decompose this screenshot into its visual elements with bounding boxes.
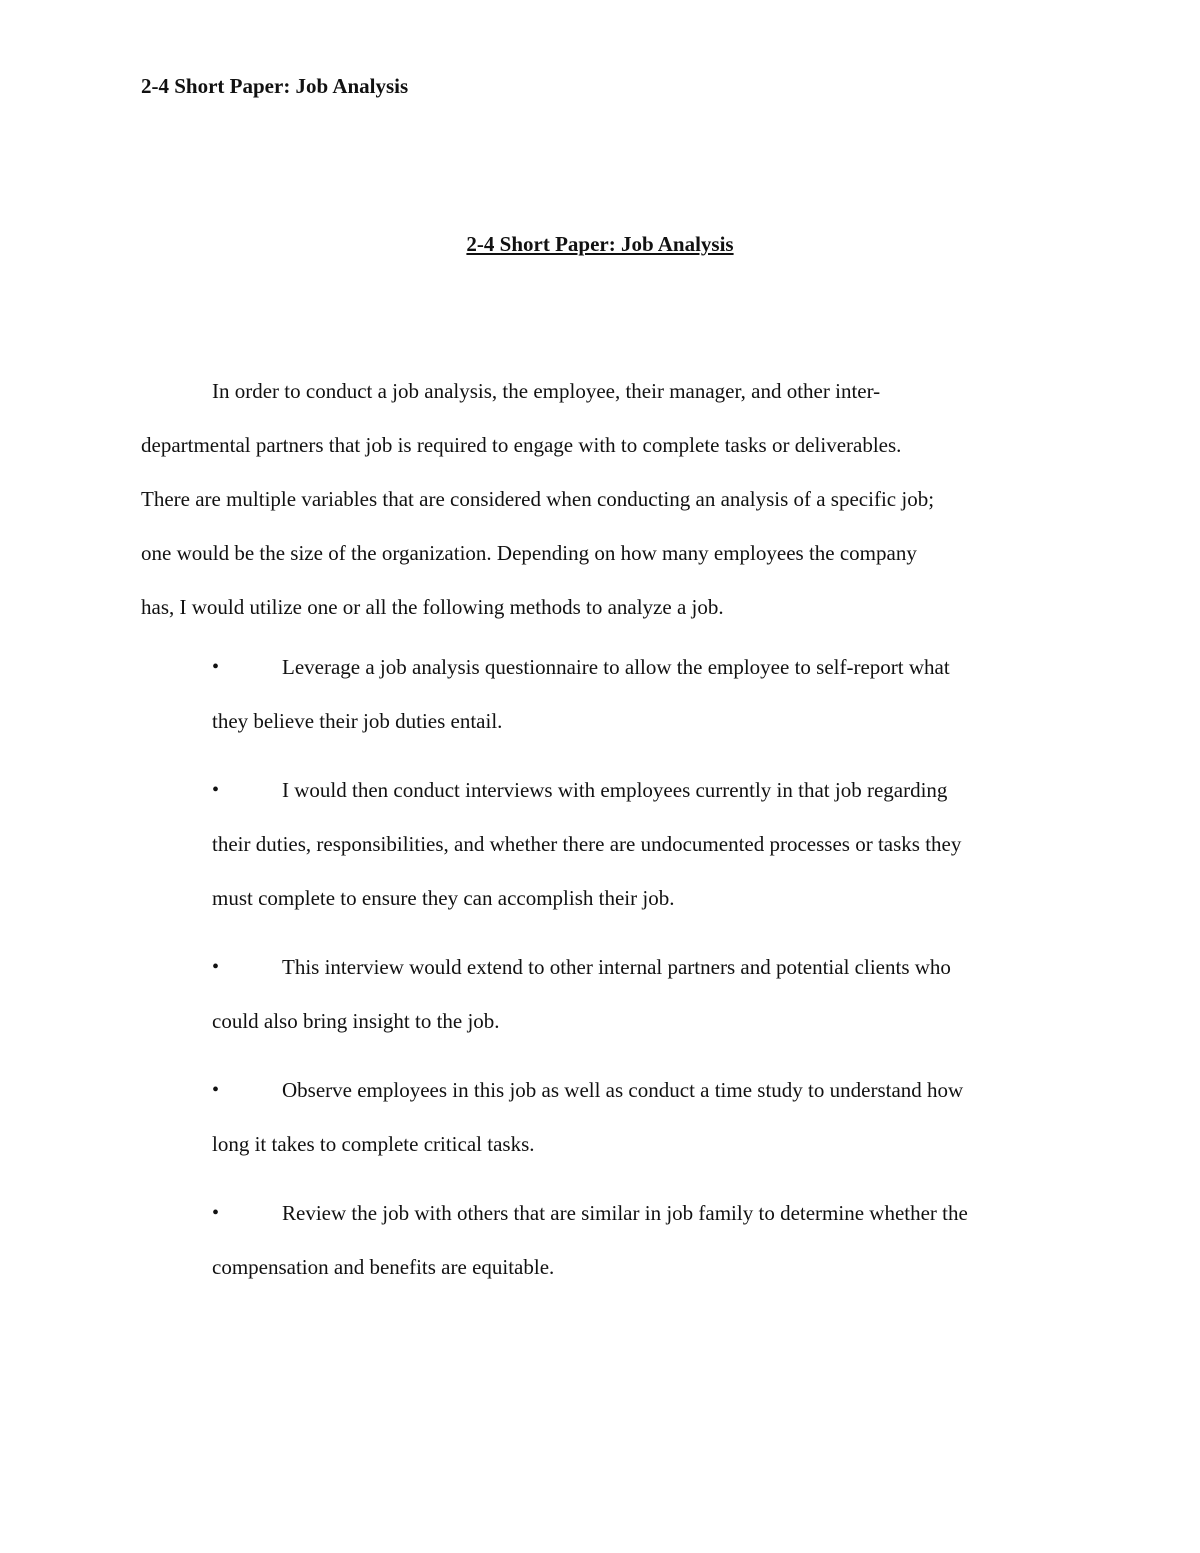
intro-line: one would be the size of the organization. Depending on how many employees the company	[141, 541, 917, 565]
bullet-line: could also bring insight to the job.	[212, 1009, 500, 1033]
bullet-icon: •	[212, 779, 220, 801]
bullet-line: their duties, responsibilities, and whether there are undocumented processes or tasks they	[212, 832, 962, 856]
intro-line: In order to conduct a job analysis, the employee, their manager, and other inter-	[212, 379, 881, 403]
bullet-icon: •	[212, 656, 220, 678]
bullet-item-observe	[212, 1063, 1072, 1171]
bullet-icon: •	[212, 1202, 220, 1224]
intro-line: has, I would utilize one or all the following methods to analyze a job.	[141, 595, 724, 619]
intro-line: departmental partners that job is required to engage with to complete tasks or deliverables.	[141, 433, 902, 457]
intro-paragraph	[141, 364, 1021, 634]
bullet-line: long it takes to complete critical tasks.	[212, 1132, 535, 1156]
running-header-title: 2-4 Short Paper: Job Analysis	[141, 74, 409, 98]
bullet-line: Leverage a job analysis questionnaire to allow the employee to self-report what	[282, 655, 950, 679]
page-title: 2-4 Short Paper: Job Analysis	[466, 232, 734, 256]
bullet-line: must complete to ensure they can accomplish their job.	[212, 886, 675, 910]
bullet-icon: •	[212, 1079, 220, 1101]
bullet-line: Observe employees in this job as well as conduct a time study to understand how	[282, 1078, 964, 1102]
bullet-item-questionnaire	[212, 640, 1072, 748]
bullet-line: This interview would extend to other internal partners and potential clients who	[282, 955, 951, 979]
intro-line: There are multiple variables that are considered when conducting an analysis of a specific job;	[141, 487, 935, 511]
bullet-icon: •	[212, 956, 220, 978]
bullet-line: compensation and benefits are equitable.	[212, 1255, 555, 1279]
bullet-item-review	[212, 1186, 1072, 1294]
bullet-line: they believe their job duties entail.	[212, 709, 503, 733]
bullet-item-internal-partners	[212, 940, 1072, 1048]
bullet-line: I would then conduct interviews with employees currently in that job regarding	[282, 778, 948, 802]
bullet-item-interviews	[212, 763, 1072, 925]
bullet-line: Review the job with others that are similar in job family to determine whether the	[282, 1201, 968, 1225]
